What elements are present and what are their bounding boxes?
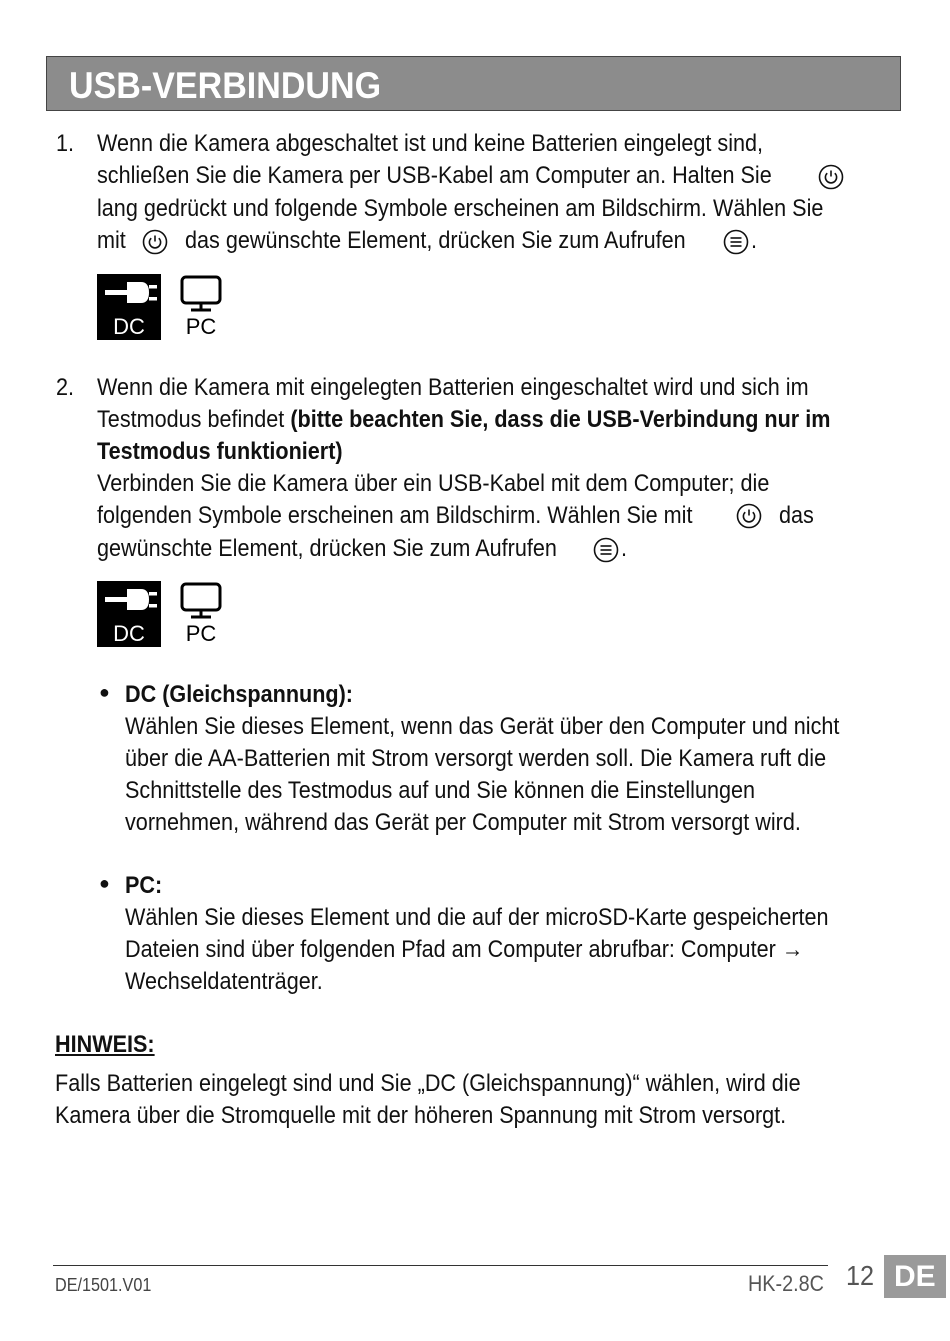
language-badge [884, 1255, 946, 1298]
step1-line3: lang gedrückt und folgende Symbole erscheinen am Bildschirm. Wählen Sie [97, 195, 824, 222]
menu-icon [593, 537, 619, 563]
menu-icon [723, 229, 749, 255]
footer-divider [53, 1265, 828, 1266]
step1-line1: Wenn die Kamera abgeschaltet ist und keine Batterien eingelegt sind, [97, 130, 764, 157]
section-title-bar [46, 56, 901, 111]
pc-symbol-label: PC [185, 621, 217, 646]
footer-doc-id: DE/1501.V01 [55, 1275, 152, 1295]
section-title: USB-VERBINDUNG [69, 65, 382, 106]
dc-line4: vornehmen, während das Gerät per Computer mit Strom versorgt wird. [125, 809, 801, 836]
step1-line4b: das gewünschte Element, drücken Sie zum Aufrufen [185, 227, 686, 254]
power-icon [142, 229, 168, 255]
pc-symbol [177, 274, 225, 340]
step2-line6b: . [621, 535, 628, 562]
bullet-dot: ● [99, 873, 110, 893]
dc-symbol [97, 581, 161, 647]
pc-line1: Wählen Sie dieses Element und die auf der microSD-Karte gespeicherten [125, 904, 829, 931]
step2-line4: Verbinden Sie die Kamera über ein USB-Kabel mit dem Computer; die [97, 470, 770, 497]
dc-heading: DC (Gleichspannung): [125, 681, 353, 708]
step2-number: 2. [56, 374, 75, 401]
dc-symbol-label: DC [113, 314, 145, 339]
step2-line2 [97, 404, 830, 437]
note-heading: HINWEIS: [55, 1031, 155, 1058]
pc-heading: PC: [125, 872, 163, 899]
dc-line3: Schnittstelle des Testmodus auf und Sie können die Einstellungen [125, 777, 756, 804]
language-label: DE [894, 1260, 936, 1293]
note-line1: Falls Batterien eingelegt sind und Sie „DC (Gleichspannung)“ wählen, wird die [55, 1070, 801, 1097]
dc-symbol [97, 274, 161, 340]
usb-mode-symbols [97, 581, 227, 647]
monitor-icon [177, 274, 225, 314]
plug-icon [97, 581, 161, 621]
pc-line2: Dateien sind über folgenden Pfad am Computer abrufbar: Computer → [125, 936, 804, 963]
pc-line3: Wechseldatenträger. [125, 968, 323, 995]
step2-line1: Wenn die Kamera mit eingelegten Batterien eingeschaltet wird und sich im [97, 374, 809, 401]
monitor-icon [177, 581, 225, 621]
step2-line2-bold: (bitte beachten Sie, dass die USB-Verbindung nur im [290, 406, 831, 433]
dc-line1: Wählen Sie dieses Element, wenn das Gerät über den Computer und nicht [125, 713, 840, 740]
note-line2: Kamera über die Stromquelle mit der höheren Spannung mit Strom versorgt. [55, 1102, 787, 1129]
dc-line2: über die AA-Batterien mit Strom versorgt werden soll. Die Kamera ruft die [125, 745, 827, 772]
step1-line4a: mit [97, 227, 126, 254]
plug-icon [97, 274, 161, 314]
pc-symbol-label: PC [185, 314, 217, 339]
usb-mode-symbols [97, 274, 227, 340]
step1-number: 1. [56, 130, 75, 157]
step2-line2-normal: Testmodus befindet [97, 406, 285, 433]
dc-symbol-label: DC [113, 621, 145, 646]
step2-line5a: folgenden Symbole erscheinen am Bildschirm. Wählen Sie mit [97, 502, 693, 529]
bullet-dot: ● [99, 682, 110, 702]
power-icon [736, 503, 762, 529]
footer-model: HK-2.8C [748, 1271, 824, 1296]
pc-symbol [177, 581, 225, 647]
step2-line5b: das [779, 502, 814, 529]
power-icon [818, 164, 844, 190]
step1-line2: schließen Sie die Kamera per USB-Kabel am Computer an. Halten Sie [97, 162, 772, 189]
step1-line4c: . [751, 227, 758, 254]
step2-line3: Testmodus funktioniert) [97, 438, 343, 465]
step2-line6a: gewünschte Element, drücken Sie zum Aufrufen [97, 535, 557, 562]
page-number: 12 [846, 1260, 875, 1291]
